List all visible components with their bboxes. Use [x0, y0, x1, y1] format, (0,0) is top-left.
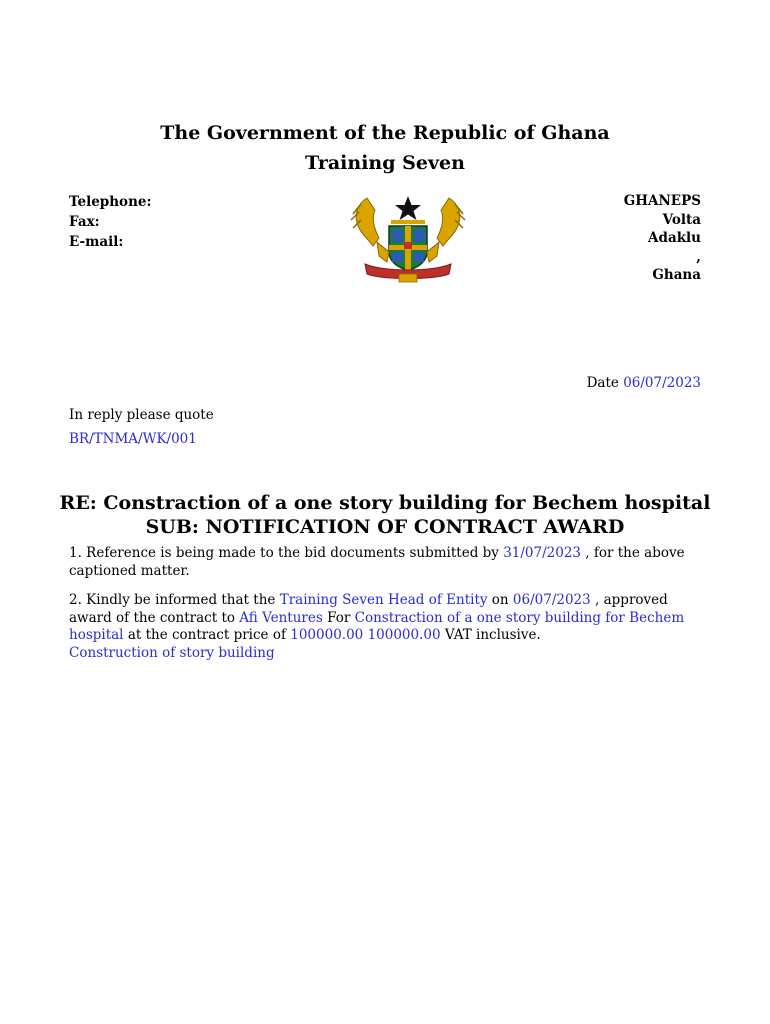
sub-heading: SUB: NOTIFICATION OF CONTRACT AWARD: [145, 516, 625, 538]
p1-text-after: , for the above captioned matter.: [69, 545, 685, 579]
p2-project-title: Constraction of a one story building for Bechem hospital: [69, 609, 685, 643]
address-line-district: Adaklu: [648, 230, 701, 246]
telephone-label: Telephone:: [69, 194, 152, 210]
letter-date: [587, 375, 701, 391]
entity-title: Training Seven: [305, 152, 465, 174]
date-value: 06/07/2023: [623, 375, 701, 391]
paragraph-award: [69, 592, 701, 662]
p2-contractor: Afi Ventures: [239, 609, 323, 626]
address-line-region: Volta: [662, 211, 701, 228]
p2-text-4: For: [327, 609, 351, 626]
p2-text-3: , approved award of the contract to: [69, 592, 668, 626]
address-line-country: Ghana: [652, 267, 701, 283]
p1-text-before: 1. Reference is being made to the bid documents submitted by: [69, 545, 499, 561]
p2-text-2: on: [491, 592, 509, 608]
p2-text-1: 2. Kindly be informed that the: [69, 592, 276, 608]
p2-text-5: at the contract price of: [127, 627, 286, 643]
coat-of-arms-icon: [349, 190, 467, 284]
fax-label: Fax:: [69, 214, 100, 230]
p2-text-6: VAT inclusive.: [444, 627, 541, 643]
email-label: E-mail:: [69, 234, 124, 250]
reference-code: BR/TNMA/WK/001: [69, 431, 197, 447]
p2-price-2: 100000.00: [367, 627, 441, 643]
p2-price-1: 100000.00: [290, 627, 364, 643]
p2-approval-date: 06/07/2023: [512, 592, 591, 608]
reply-quote-label: In reply please quote: [69, 407, 214, 423]
contact-block: [69, 192, 151, 252]
p2-entity-head: Training Seven Head of Entity: [279, 592, 488, 608]
address-line-separator: ,: [696, 248, 701, 265]
address-block: [624, 192, 701, 285]
paragraph-reference: [69, 545, 701, 580]
government-title: The Government of the Republic of Ghana: [160, 122, 610, 144]
re-heading: RE: Constraction of a one story building for Bechem hospital: [59, 492, 711, 514]
p2-project-description: Construction of story building: [69, 644, 275, 661]
p1-submission-date: 31/07/2023: [503, 545, 581, 561]
date-label: Date: [586, 375, 619, 391]
address-line-org: GHANEPS: [623, 193, 701, 209]
